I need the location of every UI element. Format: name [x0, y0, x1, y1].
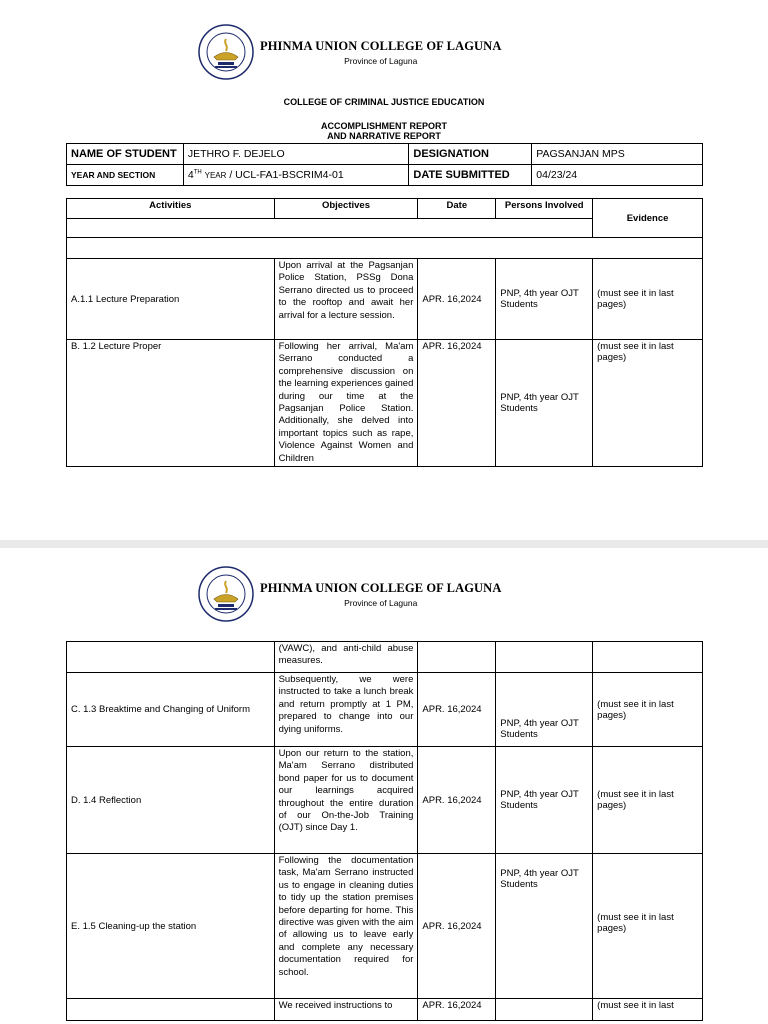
year-section-label: YEAR AND SECTION: [67, 165, 184, 186]
year-section-value: 4TH YEAR / UCL-FA1-BSCRIM4-01: [183, 165, 409, 186]
evidence-cell: (must see it in last pages): [593, 259, 703, 340]
persons-cell: [496, 642, 593, 673]
province-label: Province of Laguna: [344, 597, 418, 608]
activities-table: [66, 198, 703, 467]
col-header-date: Date: [418, 199, 496, 219]
persons-cell: PNP, 4th year OJT Students: [496, 340, 593, 467]
date-cell: APR. 16,2024: [418, 673, 496, 747]
table-row: [67, 747, 703, 854]
name-label: NAME OF STUDENT: [67, 144, 184, 165]
student-info-table: [66, 143, 703, 186]
objective-cell: Following the documentation task, Ma'am Serrano instructed us to engage in cleaning duties to tidy up the station premises before departing for home. This directive was given with the aim of allowing us to leave early and complete any necessary documentation required for school.: [274, 854, 418, 999]
table-row: [67, 642, 703, 673]
activity-cell: [67, 999, 275, 1021]
evidence-cell: [593, 642, 703, 673]
persons-cell: PNP, 4th year OJT Students: [496, 854, 593, 999]
empty-row: [67, 238, 703, 259]
table-row: [67, 999, 703, 1021]
college-seal-logo: [198, 24, 254, 80]
name-value: JETHRO F. DEJELO: [183, 144, 409, 165]
evidence-cell: (must see it in last pages): [593, 673, 703, 747]
objective-cell: Following her arrival, Ma'am Serrano conducted a comprehensive discussion on the learning experiences gained during our time at the Pagsanjan Police Station. Additionally, she delved into important topics such as rape, Violence Against Women and Children: [274, 340, 418, 467]
activity-cell: E. 1.5 Cleaning-up the station: [67, 854, 275, 999]
date-cell: APR. 16,2024: [418, 340, 496, 467]
evidence-cell: (must see it in last pages): [593, 854, 703, 999]
designation-value: PAGSANJAN MPS: [532, 144, 703, 165]
activity-cell: A.1.1 Lecture Preparation: [67, 259, 275, 340]
objective-cell: (VAWC), and anti-child abuse measures.: [274, 642, 418, 673]
evidence-cell: (must see it in last: [593, 999, 703, 1021]
empty-row: [67, 219, 593, 238]
persons-cell: PNP, 4th year OJT Students: [496, 259, 593, 340]
persons-cell: PNP, 4th year OJT Students: [496, 747, 593, 854]
evidence-cell: (must see it in last pages): [593, 340, 703, 467]
college-name: PHINMA UNION COLLEGE OF LAGUNA: [260, 580, 502, 595]
persons-cell: [496, 999, 593, 1021]
persons-cell: PNP, 4th year OJT Students: [496, 673, 593, 747]
page-2: [0, 548, 768, 1024]
table-row: [67, 673, 703, 747]
date-cell: APR. 16,2024: [418, 999, 496, 1021]
province-label: Province of Laguna: [344, 55, 418, 66]
designation-label: DESIGNATION: [409, 144, 532, 165]
report-title-line-2: AND NARRATIVE REPORT: [327, 131, 441, 141]
table-row: [67, 259, 703, 340]
objective-cell: We received instructions to: [274, 999, 418, 1021]
col-header-activities: Activities: [67, 199, 275, 219]
evidence-cell: (must see it in last pages): [593, 747, 703, 854]
department-title: COLLEGE OF CRIMINAL JUSTICE EDUCATION: [283, 97, 485, 107]
letterhead: [198, 24, 501, 80]
activity-cell: C. 1.3 Breaktime and Changing of Uniform: [67, 673, 275, 747]
date-cell: APR. 16,2024: [418, 854, 496, 999]
table-row: [67, 854, 703, 999]
college-name: PHINMA UNION COLLEGE OF LAGUNA: [260, 38, 502, 53]
date-cell: APR. 16,2024: [418, 747, 496, 854]
date-submitted-value: 04/23/24: [532, 165, 703, 186]
activity-cell: [67, 642, 275, 673]
objective-cell: Subsequently, we were instructed to take a lunch break and return promptly at 1 PM, prepared to change into our dying uniforms.: [274, 673, 418, 747]
objective-cell: Upon our return to the station, Ma'am Serrano distributed bond paper for us to document our learnings acquired throughout the entire duration of our On-the-Job Training (OJT) since Day 1.: [274, 747, 418, 854]
activity-cell: B. 1.2 Lecture Proper: [67, 340, 275, 467]
date-cell: APR. 16,2024: [418, 259, 496, 340]
table-row: [67, 340, 703, 467]
activities-table-continued: [66, 641, 703, 1021]
date-cell: [418, 642, 496, 673]
col-header-objectives: Objectives: [274, 199, 418, 219]
college-seal-logo: [198, 566, 254, 622]
letterhead: [198, 566, 501, 622]
col-header-evidence: Evidence: [593, 199, 703, 238]
report-title-line-1: ACCOMPLISHMENT REPORT: [321, 121, 447, 131]
objective-cell: Upon arrival at the Pagsanjan Police Station, PSSg Dona Serrano directed us to proceed to the rooftop and await her arrival for a lecture session.: [274, 259, 418, 340]
activity-cell: D. 1.4 Reflection: [67, 747, 275, 854]
col-header-persons: Persons Involved: [496, 199, 593, 219]
date-submitted-label: DATE SUBMITTED: [409, 165, 532, 186]
